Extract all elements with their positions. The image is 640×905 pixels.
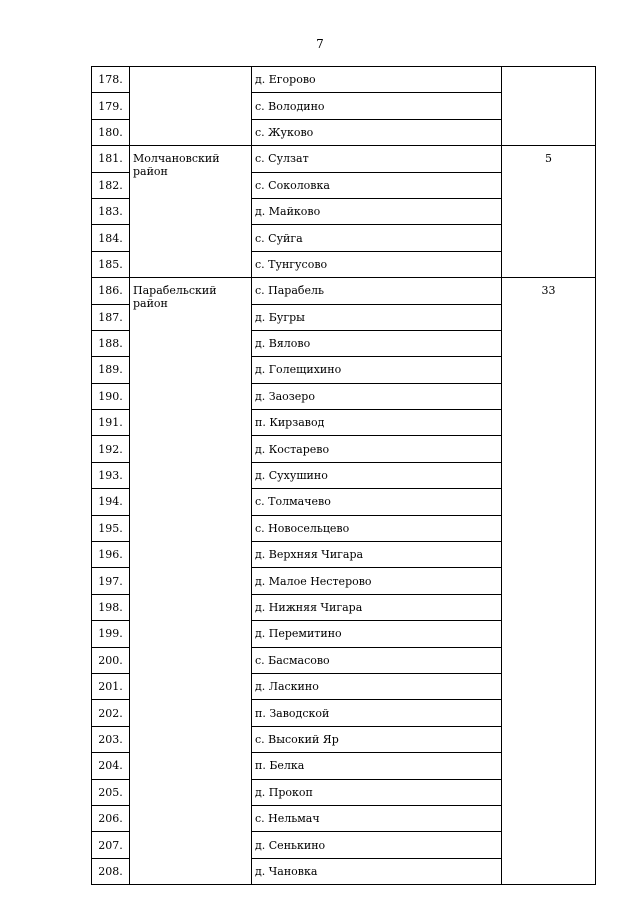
- settlement-name: с. Жуково: [252, 119, 502, 145]
- district-name: Парабельский район: [130, 278, 252, 885]
- table-row: [92, 278, 596, 304]
- settlement-count: [502, 67, 596, 146]
- row-number: 191.: [92, 410, 130, 436]
- row-number: 179.: [92, 93, 130, 119]
- settlement-name: д. Перемитино: [252, 621, 502, 647]
- row-number: 205.: [92, 779, 130, 805]
- settlement-name: д. Вялово: [252, 330, 502, 356]
- settlement-count: 33: [502, 278, 596, 885]
- row-number: 196.: [92, 542, 130, 568]
- settlement-name: с. Толмачево: [252, 489, 502, 515]
- row-number: 186.: [92, 278, 130, 304]
- row-number: 185.: [92, 251, 130, 277]
- row-number: 207.: [92, 832, 130, 858]
- row-number: 192.: [92, 436, 130, 462]
- row-number: 178.: [92, 67, 130, 93]
- row-number: 200.: [92, 647, 130, 673]
- settlements-table: [91, 66, 596, 885]
- settlement-name: с. Высокий Яр: [252, 726, 502, 752]
- settlement-name: п. Белка: [252, 753, 502, 779]
- row-number: 204.: [92, 753, 130, 779]
- settlement-count: 5: [502, 146, 596, 278]
- row-number: 180.: [92, 119, 130, 145]
- row-number: 193.: [92, 462, 130, 488]
- table-row: [92, 67, 596, 93]
- settlement-name: д. Ласкино: [252, 673, 502, 699]
- settlement-name: д. Майково: [252, 198, 502, 224]
- settlement-name: с. Новосельцево: [252, 515, 502, 541]
- row-number: 182.: [92, 172, 130, 198]
- row-number: 188.: [92, 330, 130, 356]
- settlements-table-body: [92, 67, 596, 885]
- settlement-name: с. Парабель: [252, 278, 502, 304]
- row-number: 208.: [92, 858, 130, 884]
- row-number: 194.: [92, 489, 130, 515]
- row-number: 184.: [92, 225, 130, 251]
- settlement-name: д. Бугры: [252, 304, 502, 330]
- settlement-name: с. Басмасово: [252, 647, 502, 673]
- row-number: 198.: [92, 594, 130, 620]
- settlement-name: с. Нельмач: [252, 805, 502, 831]
- row-number: 183.: [92, 198, 130, 224]
- settlement-name: д. Заозеро: [252, 383, 502, 409]
- row-number: 195.: [92, 515, 130, 541]
- row-number: 181.: [92, 146, 130, 172]
- settlement-name: с. Соколовка: [252, 172, 502, 198]
- settlement-name: д. Нижняя Чигара: [252, 594, 502, 620]
- settlement-name: п. Заводской: [252, 700, 502, 726]
- settlement-name: с. Суйга: [252, 225, 502, 251]
- row-number: 189.: [92, 357, 130, 383]
- row-number: 197.: [92, 568, 130, 594]
- settlement-name: д. Сенькино: [252, 832, 502, 858]
- row-number: 190.: [92, 383, 130, 409]
- table-row: [92, 146, 596, 172]
- row-number: 202.: [92, 700, 130, 726]
- settlement-name: д. Прокоп: [252, 779, 502, 805]
- settlement-name: д. Верхняя Чигара: [252, 542, 502, 568]
- settlement-name: с. Сулзат: [252, 146, 502, 172]
- settlement-name: д. Сухушино: [252, 462, 502, 488]
- district-name: [130, 67, 252, 146]
- row-number: 201.: [92, 673, 130, 699]
- settlement-name: д. Голещихино: [252, 357, 502, 383]
- settlement-name: д. Чановка: [252, 858, 502, 884]
- settlement-name: д. Малое Нестерово: [252, 568, 502, 594]
- row-number: 199.: [92, 621, 130, 647]
- settlement-name: д. Костарево: [252, 436, 502, 462]
- row-number: 206.: [92, 805, 130, 831]
- settlement-name: с. Тунгусово: [252, 251, 502, 277]
- row-number: 203.: [92, 726, 130, 752]
- page-number: 7: [316, 37, 324, 51]
- settlement-name: д. Егорово: [252, 67, 502, 93]
- settlement-name: с. Володино: [252, 93, 502, 119]
- district-name: Молчановский район: [130, 146, 252, 278]
- row-number: 187.: [92, 304, 130, 330]
- settlement-name: п. Кирзавод: [252, 410, 502, 436]
